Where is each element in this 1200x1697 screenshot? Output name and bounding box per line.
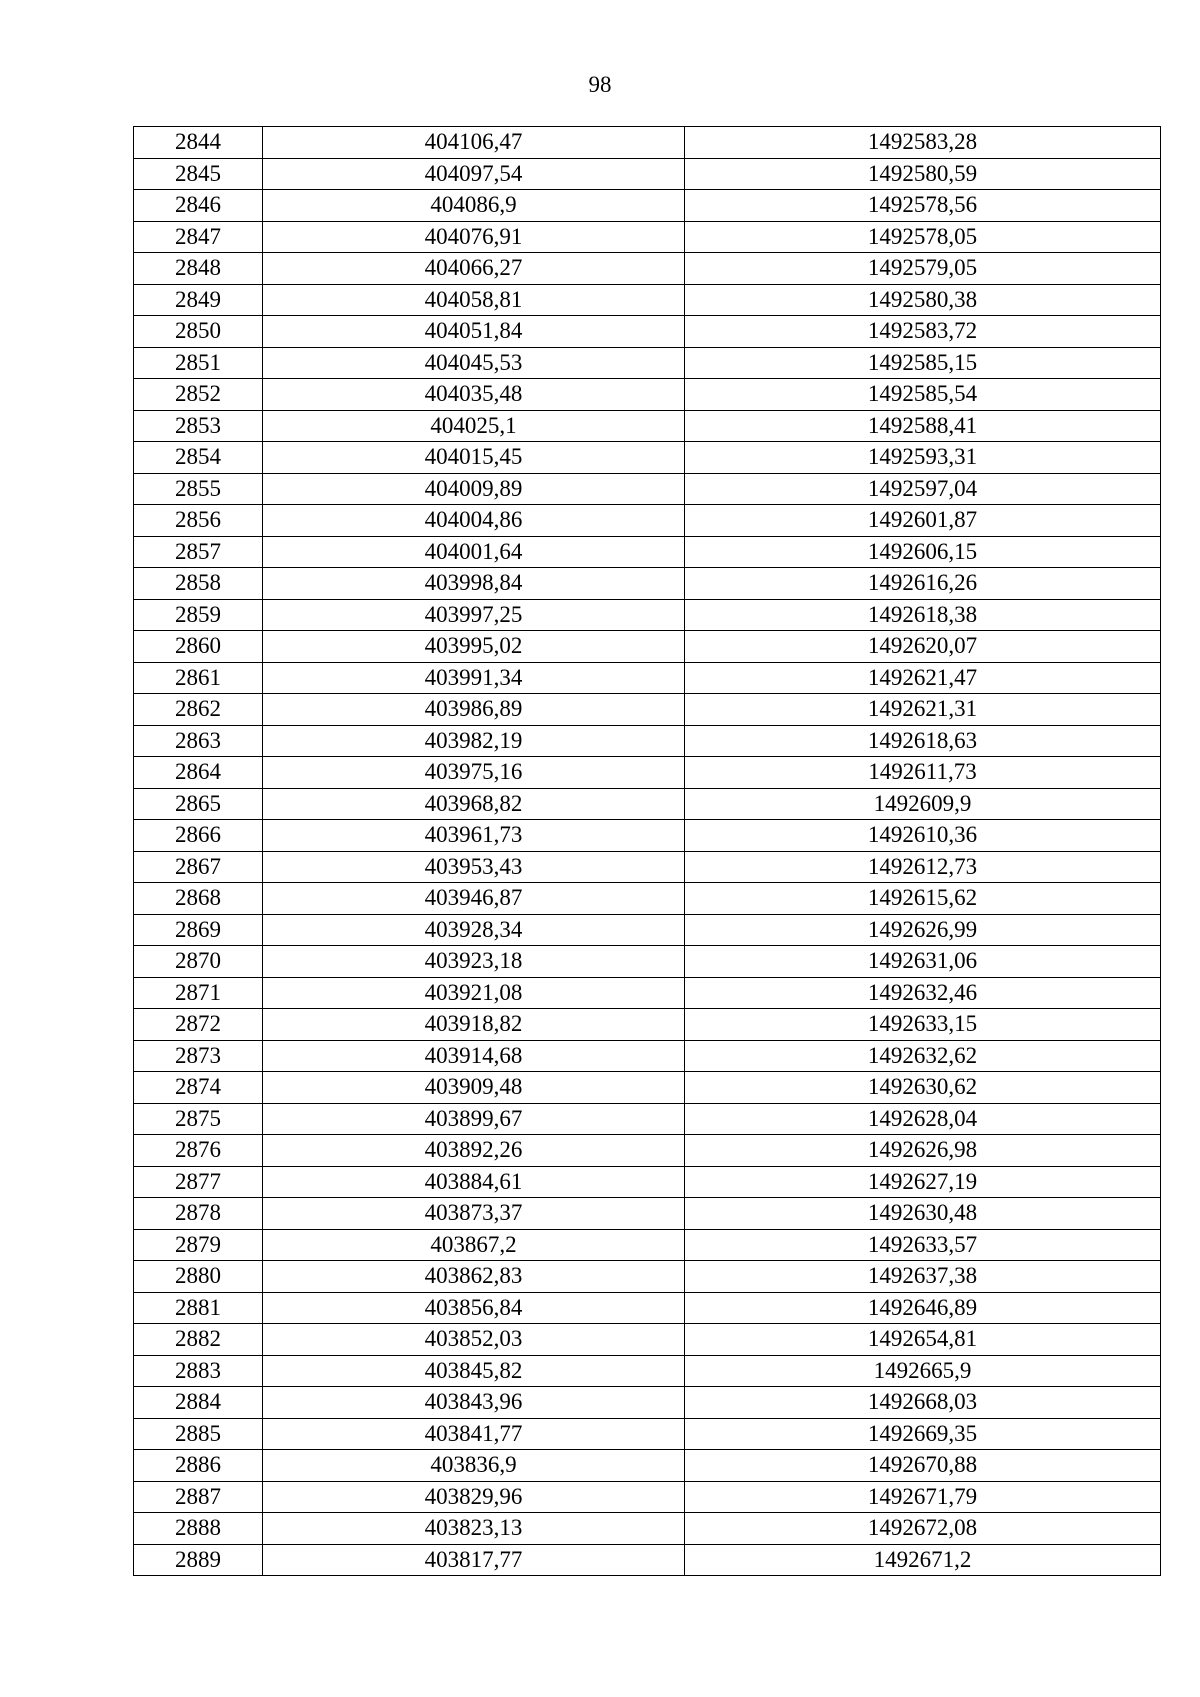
x-coordinate-cell: 404097,54 xyxy=(263,158,685,190)
table-row xyxy=(134,694,1161,726)
y-coordinate-cell: 1492633,15 xyxy=(685,1009,1161,1041)
point-number-cell: 2851 xyxy=(134,347,263,379)
point-number-cell: 2859 xyxy=(134,599,263,631)
table-row xyxy=(134,820,1161,852)
table-row xyxy=(134,1513,1161,1545)
y-coordinate-cell: 1492626,98 xyxy=(685,1135,1161,1167)
table-row xyxy=(134,1387,1161,1419)
table-row xyxy=(134,505,1161,537)
point-number-cell: 2874 xyxy=(134,1072,263,1104)
point-number-cell: 2862 xyxy=(134,694,263,726)
point-number-cell: 2881 xyxy=(134,1292,263,1324)
y-coordinate-cell: 1492609,9 xyxy=(685,788,1161,820)
table-row xyxy=(134,442,1161,474)
point-number-cell: 2876 xyxy=(134,1135,263,1167)
page-number: 98 xyxy=(588,72,612,97)
table-row xyxy=(134,1261,1161,1293)
x-coordinate-cell: 403817,77 xyxy=(263,1544,685,1576)
coordinates-table xyxy=(133,126,1161,1576)
point-number-cell: 2844 xyxy=(134,127,263,159)
point-number-cell: 2865 xyxy=(134,788,263,820)
y-coordinate-cell: 1492632,62 xyxy=(685,1040,1161,1072)
point-number-cell: 2857 xyxy=(134,536,263,568)
y-coordinate-cell: 1492670,88 xyxy=(685,1450,1161,1482)
table-row xyxy=(134,977,1161,1009)
y-coordinate-cell: 1492593,31 xyxy=(685,442,1161,474)
x-coordinate-cell: 403918,82 xyxy=(263,1009,685,1041)
y-coordinate-cell: 1492665,9 xyxy=(685,1355,1161,1387)
point-number-cell: 2888 xyxy=(134,1513,263,1545)
y-coordinate-cell: 1492610,36 xyxy=(685,820,1161,852)
x-coordinate-cell: 404045,53 xyxy=(263,347,685,379)
y-coordinate-cell: 1492585,54 xyxy=(685,379,1161,411)
x-coordinate-cell: 403921,08 xyxy=(263,977,685,1009)
point-number-cell: 2870 xyxy=(134,946,263,978)
point-number-cell: 2879 xyxy=(134,1229,263,1261)
x-coordinate-cell: 404066,27 xyxy=(263,253,685,285)
table-row xyxy=(134,347,1161,379)
table-row xyxy=(134,158,1161,190)
y-coordinate-cell: 1492633,57 xyxy=(685,1229,1161,1261)
table-row xyxy=(134,1450,1161,1482)
table-row xyxy=(134,1103,1161,1135)
table-row xyxy=(134,1418,1161,1450)
y-coordinate-cell: 1492669,35 xyxy=(685,1418,1161,1450)
table-row xyxy=(134,1009,1161,1041)
y-coordinate-cell: 1492583,72 xyxy=(685,316,1161,348)
x-coordinate-cell: 403845,82 xyxy=(263,1355,685,1387)
point-number-cell: 2845 xyxy=(134,158,263,190)
y-coordinate-cell: 1492580,59 xyxy=(685,158,1161,190)
table-row xyxy=(134,1072,1161,1104)
x-coordinate-cell: 403986,89 xyxy=(263,694,685,726)
y-coordinate-cell: 1492611,73 xyxy=(685,757,1161,789)
y-coordinate-cell: 1492632,46 xyxy=(685,977,1161,1009)
y-coordinate-cell: 1492579,05 xyxy=(685,253,1161,285)
table-row xyxy=(134,1544,1161,1576)
point-number-cell: 2885 xyxy=(134,1418,263,1450)
x-coordinate-cell: 403982,19 xyxy=(263,725,685,757)
point-number-cell: 2869 xyxy=(134,914,263,946)
x-coordinate-cell: 403841,77 xyxy=(263,1418,685,1450)
point-number-cell: 2846 xyxy=(134,190,263,222)
x-coordinate-cell: 403856,84 xyxy=(263,1292,685,1324)
table-row xyxy=(134,725,1161,757)
coordinates-table-body xyxy=(134,127,1161,1576)
y-coordinate-cell: 1492606,15 xyxy=(685,536,1161,568)
y-coordinate-cell: 1492671,2 xyxy=(685,1544,1161,1576)
y-coordinate-cell: 1492578,56 xyxy=(685,190,1161,222)
x-coordinate-cell: 403823,13 xyxy=(263,1513,685,1545)
table-row xyxy=(134,1324,1161,1356)
y-coordinate-cell: 1492578,05 xyxy=(685,221,1161,253)
table-row xyxy=(134,1166,1161,1198)
table-row xyxy=(134,1355,1161,1387)
y-coordinate-cell: 1492637,38 xyxy=(685,1261,1161,1293)
x-coordinate-cell: 403975,16 xyxy=(263,757,685,789)
x-coordinate-cell: 403961,73 xyxy=(263,820,685,852)
table-row xyxy=(134,883,1161,915)
x-coordinate-cell: 403862,83 xyxy=(263,1261,685,1293)
y-coordinate-cell: 1492618,63 xyxy=(685,725,1161,757)
table-row xyxy=(134,127,1161,159)
table-row xyxy=(134,1198,1161,1230)
y-coordinate-cell: 1492630,48 xyxy=(685,1198,1161,1230)
point-number-cell: 2877 xyxy=(134,1166,263,1198)
point-number-cell: 2860 xyxy=(134,631,263,663)
y-coordinate-cell: 1492654,81 xyxy=(685,1324,1161,1356)
point-number-cell: 2866 xyxy=(134,820,263,852)
table-row xyxy=(134,946,1161,978)
table-row xyxy=(134,253,1161,285)
x-coordinate-cell: 403884,61 xyxy=(263,1166,685,1198)
point-number-cell: 2886 xyxy=(134,1450,263,1482)
x-coordinate-cell: 404015,45 xyxy=(263,442,685,474)
point-number-cell: 2854 xyxy=(134,442,263,474)
x-coordinate-cell: 403968,82 xyxy=(263,788,685,820)
x-coordinate-cell: 403953,43 xyxy=(263,851,685,883)
table-row xyxy=(134,914,1161,946)
x-coordinate-cell: 404004,86 xyxy=(263,505,685,537)
point-number-cell: 2863 xyxy=(134,725,263,757)
y-coordinate-cell: 1492630,62 xyxy=(685,1072,1161,1104)
y-coordinate-cell: 1492618,38 xyxy=(685,599,1161,631)
y-coordinate-cell: 1492621,47 xyxy=(685,662,1161,694)
y-coordinate-cell: 1492626,99 xyxy=(685,914,1161,946)
y-coordinate-cell: 1492631,06 xyxy=(685,946,1161,978)
point-number-cell: 2887 xyxy=(134,1481,263,1513)
x-coordinate-cell: 403914,68 xyxy=(263,1040,685,1072)
x-coordinate-cell: 404076,91 xyxy=(263,221,685,253)
point-number-cell: 2872 xyxy=(134,1009,263,1041)
point-number-cell: 2889 xyxy=(134,1544,263,1576)
x-coordinate-cell: 404025,1 xyxy=(263,410,685,442)
point-number-cell: 2861 xyxy=(134,662,263,694)
point-number-cell: 2867 xyxy=(134,851,263,883)
x-coordinate-cell: 403991,34 xyxy=(263,662,685,694)
y-coordinate-cell: 1492646,89 xyxy=(685,1292,1161,1324)
x-coordinate-cell: 404086,9 xyxy=(263,190,685,222)
point-number-cell: 2850 xyxy=(134,316,263,348)
x-coordinate-cell: 403899,67 xyxy=(263,1103,685,1135)
table-row xyxy=(134,410,1161,442)
x-coordinate-cell: 404035,48 xyxy=(263,379,685,411)
y-coordinate-cell: 1492620,07 xyxy=(685,631,1161,663)
table-row xyxy=(134,536,1161,568)
y-coordinate-cell: 1492621,31 xyxy=(685,694,1161,726)
point-number-cell: 2868 xyxy=(134,883,263,915)
y-coordinate-cell: 1492583,28 xyxy=(685,127,1161,159)
table-row xyxy=(134,284,1161,316)
x-coordinate-cell: 403995,02 xyxy=(263,631,685,663)
table-row xyxy=(134,599,1161,631)
table-row xyxy=(134,1481,1161,1513)
x-coordinate-cell: 403852,03 xyxy=(263,1324,685,1356)
x-coordinate-cell: 403909,48 xyxy=(263,1072,685,1104)
point-number-cell: 2853 xyxy=(134,410,263,442)
table-row xyxy=(134,316,1161,348)
point-number-cell: 2847 xyxy=(134,221,263,253)
point-number-cell: 2864 xyxy=(134,757,263,789)
x-coordinate-cell: 404001,64 xyxy=(263,536,685,568)
y-coordinate-cell: 1492628,04 xyxy=(685,1103,1161,1135)
y-coordinate-cell: 1492585,15 xyxy=(685,347,1161,379)
y-coordinate-cell: 1492612,73 xyxy=(685,851,1161,883)
x-coordinate-cell: 404058,81 xyxy=(263,284,685,316)
point-number-cell: 2883 xyxy=(134,1355,263,1387)
y-coordinate-cell: 1492580,38 xyxy=(685,284,1161,316)
y-coordinate-cell: 1492597,04 xyxy=(685,473,1161,505)
point-number-cell: 2880 xyxy=(134,1261,263,1293)
x-coordinate-cell: 403829,96 xyxy=(263,1481,685,1513)
table-row xyxy=(134,631,1161,663)
x-coordinate-cell: 403843,96 xyxy=(263,1387,685,1419)
point-number-cell: 2875 xyxy=(134,1103,263,1135)
y-coordinate-cell: 1492668,03 xyxy=(685,1387,1161,1419)
y-coordinate-cell: 1492588,41 xyxy=(685,410,1161,442)
table-row xyxy=(134,1135,1161,1167)
table-row xyxy=(134,190,1161,222)
table-row xyxy=(134,851,1161,883)
point-number-cell: 2884 xyxy=(134,1387,263,1419)
y-coordinate-cell: 1492615,62 xyxy=(685,883,1161,915)
y-coordinate-cell: 1492616,26 xyxy=(685,568,1161,600)
point-number-cell: 2873 xyxy=(134,1040,263,1072)
point-number-cell: 2858 xyxy=(134,568,263,600)
x-coordinate-cell: 403892,26 xyxy=(263,1135,685,1167)
x-coordinate-cell: 403873,37 xyxy=(263,1198,685,1230)
y-coordinate-cell: 1492627,19 xyxy=(685,1166,1161,1198)
point-number-cell: 2882 xyxy=(134,1324,263,1356)
table-row xyxy=(134,662,1161,694)
y-coordinate-cell: 1492601,87 xyxy=(685,505,1161,537)
table-row xyxy=(134,568,1161,600)
x-coordinate-cell: 403867,2 xyxy=(263,1229,685,1261)
point-number-cell: 2878 xyxy=(134,1198,263,1230)
table-row xyxy=(134,221,1161,253)
y-coordinate-cell: 1492671,79 xyxy=(685,1481,1161,1513)
table-row xyxy=(134,788,1161,820)
table-row xyxy=(134,473,1161,505)
point-number-cell: 2852 xyxy=(134,379,263,411)
point-number-cell: 2856 xyxy=(134,505,263,537)
x-coordinate-cell: 404009,89 xyxy=(263,473,685,505)
x-coordinate-cell: 403997,25 xyxy=(263,599,685,631)
x-coordinate-cell: 404051,84 xyxy=(263,316,685,348)
table-row xyxy=(134,757,1161,789)
table-row xyxy=(134,379,1161,411)
x-coordinate-cell: 403923,18 xyxy=(263,946,685,978)
table-row xyxy=(134,1040,1161,1072)
point-number-cell: 2855 xyxy=(134,473,263,505)
table-row xyxy=(134,1229,1161,1261)
y-coordinate-cell: 1492672,08 xyxy=(685,1513,1161,1545)
table-row xyxy=(134,1292,1161,1324)
point-number-cell: 2871 xyxy=(134,977,263,1009)
point-number-cell: 2848 xyxy=(134,253,263,285)
x-coordinate-cell: 404106,47 xyxy=(263,127,685,159)
x-coordinate-cell: 403998,84 xyxy=(263,568,685,600)
point-number-cell: 2849 xyxy=(134,284,263,316)
x-coordinate-cell: 403928,34 xyxy=(263,914,685,946)
x-coordinate-cell: 403946,87 xyxy=(263,883,685,915)
x-coordinate-cell: 403836,9 xyxy=(263,1450,685,1482)
